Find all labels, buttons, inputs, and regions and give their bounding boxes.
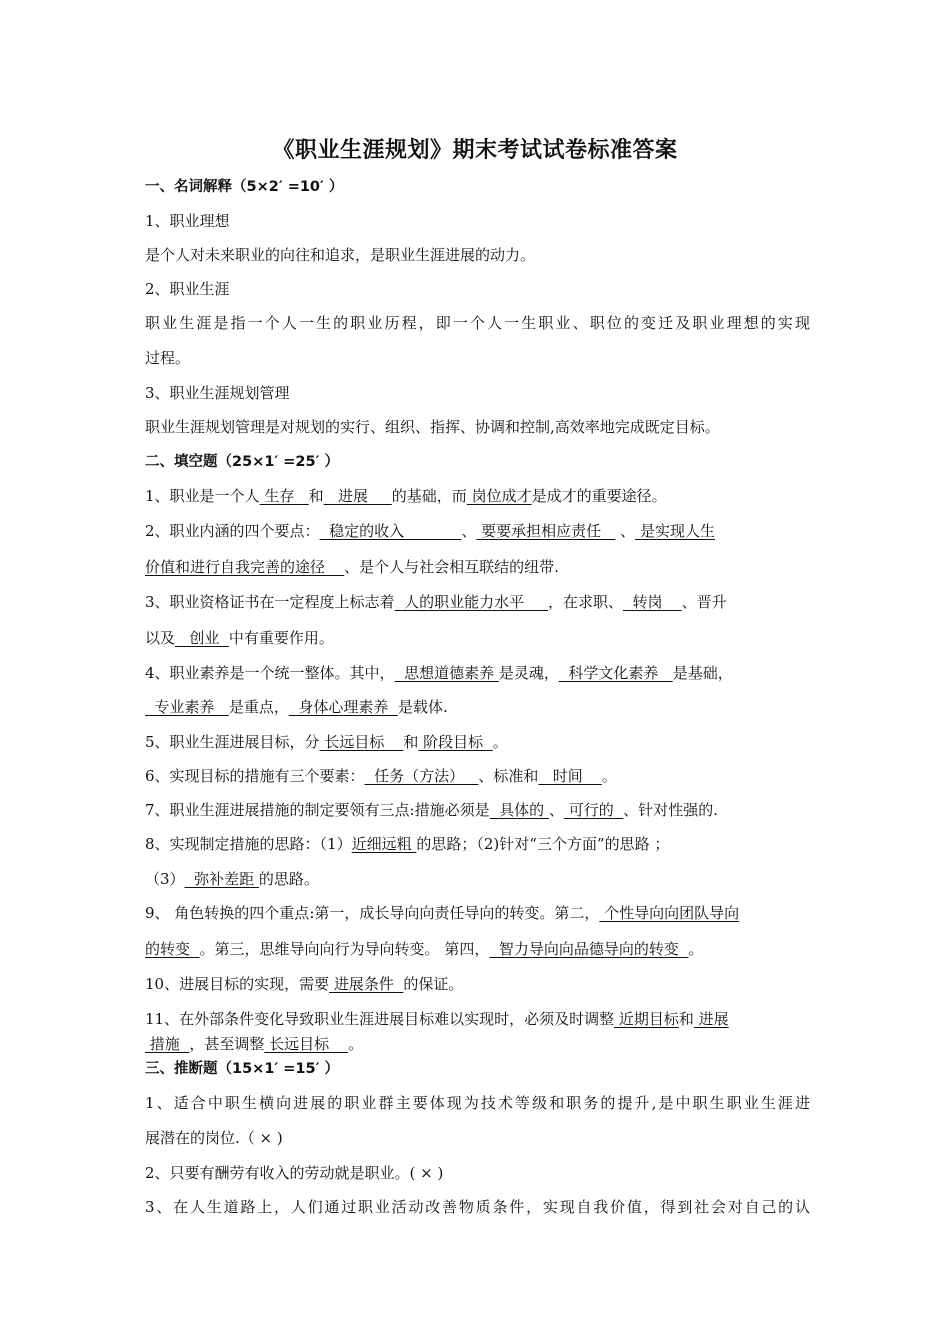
fill2: [145, 521, 810, 541]
fill4-blank4: 身体心理素养: [288, 698, 398, 716]
fill8-blank1: 近细远粗: [351, 835, 417, 853]
fill9-blank2: 智力导向向品德导向的转变: [489, 940, 689, 958]
fill3: [145, 592, 810, 612]
fill7-text: 、: [548, 801, 564, 819]
fill11-continued: [145, 1034, 810, 1054]
fill4-blank3: 专业素养: [145, 698, 229, 716]
fill2-blank1: 稳定的收入: [319, 522, 462, 540]
term3-definition: 职业生涯规划管理是对规划的实行、组织、指挥、协调和控制,高效率地完成既定目标。: [145, 418, 720, 436]
fill4-blank1: 思想道德素养: [394, 664, 499, 682]
fill3-blank3: 创业: [175, 629, 229, 647]
fill3-blank1: 人的职业能力水平: [394, 593, 548, 611]
judge1-line1: 1、适合中职生横向进展的职业群主要体现为技术等级和职务的提升,是中职生职业生涯进: [145, 1094, 810, 1112]
fill5: [145, 732, 810, 752]
fill6-blank2: 时间: [538, 767, 602, 785]
fill6-blank1: 任务（方法）: [364, 767, 479, 785]
fill1-blank3: 岗位成才: [466, 487, 532, 505]
fill1-text: 和: [308, 487, 324, 505]
fill9-continued: [145, 939, 810, 959]
fill2-text: 、是个人与社会相互联结的纽带.: [344, 558, 559, 576]
fill11: [145, 1009, 810, 1029]
fill9-text: 9、 角色转换的四个重点:第一，成长导向向责任导向的转变。第二，: [145, 904, 600, 922]
fill8-text: 的思路。: [258, 870, 319, 888]
fill5-text: 和: [403, 733, 419, 751]
term2-definition-line1: 职业生涯是指一个人一生的职业历程，即一个人一生职业、职位的变迁及职业理想的实现: [145, 314, 810, 332]
term1-definition: 是个人对未来职业的向往和追求，是职业生涯进展的动力。: [145, 246, 536, 264]
fill10-text: 10、进展目标的实现，需要: [145, 975, 330, 993]
fill9-text: 。第三，思维导向向行为导向转变。 第四，: [199, 940, 490, 958]
fill4-text: 是重点，: [228, 698, 289, 716]
fill7-blank2: 可行的: [563, 801, 624, 819]
fill11-blank2: 进展: [693, 1010, 729, 1028]
fill8: [145, 834, 810, 854]
term1-label: 1、职业理想: [145, 212, 230, 230]
fill3-text: 中有重要作用。: [228, 629, 334, 647]
fill1-text: 1、职业是一个人: [145, 487, 260, 505]
fill8-continued: [145, 869, 810, 889]
fill8-text: 的思路；（2)针对“三个方面”的思路 ；: [416, 835, 670, 853]
fill11-text: ，甚至调整: [189, 1035, 265, 1053]
fill5-blank2: 阶段目标: [418, 733, 493, 751]
fill7-blank1: 具体的: [489, 801, 549, 819]
fill4-text: 是基础，: [672, 664, 733, 682]
fill10-text: 的保证。: [403, 975, 464, 993]
fill4-text: 4、职业素养是一个统一整体。其中，: [145, 664, 395, 682]
fill5-text: 。: [492, 733, 508, 751]
judge3-line1: 3、在人生道路上，人们通过职业活动改善物质条件，实现自我价值，得到社会对自己的认: [145, 1198, 810, 1216]
term2-definition-line2: 过程。: [145, 349, 191, 367]
document-title: 《职业生涯规划》期末考试试卷标准答案: [272, 138, 678, 163]
fill2-text: 2、职业内涵的四个要点：: [145, 522, 320, 540]
fill9-text: 。: [688, 940, 704, 958]
fill1-text: 是成才的重要途径。: [531, 487, 667, 505]
judge1-line2: 展潜在的岗位.（ × ): [145, 1129, 283, 1147]
fill4-text: 是灵魂，: [498, 664, 559, 682]
fill10: [145, 974, 810, 994]
fill7: [145, 800, 810, 820]
fill9-blank1-cont: 的转变: [145, 940, 200, 958]
fill3-text: 、晋升: [681, 593, 727, 611]
fill2-blank3-cont: 价值和进行自我完善的途径: [145, 558, 345, 576]
fill3-text: 以及: [145, 629, 176, 647]
term3-label: 3、职业生涯规划管理: [145, 384, 290, 402]
fill11-blank1: 近期目标: [614, 1010, 679, 1028]
fill11-text: 和: [678, 1010, 694, 1028]
fill1-blank2: 进展: [323, 487, 392, 505]
fill3-text: ，在求职、: [547, 593, 623, 611]
fill11-blank2-cont: 措施: [145, 1035, 190, 1053]
fill8-blank2: 弥补差距: [184, 870, 259, 888]
fill11-text: 11、在外部条件变化导致职业生涯进展目标难以实现时，必须及时调整: [145, 1010, 615, 1028]
fill2-text: 、: [615, 522, 636, 540]
fill8-text: 8、实现制定措施的思路：（1）: [145, 835, 352, 853]
fill5-text: 5、职业生涯进展目标，分: [145, 733, 320, 751]
fill1-text: 的基础，而: [391, 487, 467, 505]
section1-heading: 一、名词解释（5×2′ =10′ ）: [145, 179, 344, 195]
fill3-blank2: 转岗: [622, 593, 682, 611]
fill3-text: 3、职业资格证书在一定程度上标志着: [145, 593, 395, 611]
section3-heading: 三、推断题（15×1′ =15′ ）: [145, 1061, 339, 1077]
judge2: 2、只要有酬劳有收入的劳动就是职业。( × ): [145, 1164, 444, 1182]
fill7-text: 、针对性强的.: [623, 801, 719, 819]
fill1-blank1: 生存: [259, 487, 309, 505]
fill6-text: 。: [601, 767, 617, 785]
fill10-blank1: 进展条件: [329, 975, 404, 993]
term2-label: 2、职业生涯: [145, 280, 230, 298]
fill6: [145, 766, 810, 786]
fill3-continued: [145, 628, 810, 648]
fill6-text: 6、实现目标的措施有三个要素：: [145, 767, 365, 785]
fill9: [145, 903, 810, 923]
fill4: [145, 663, 810, 683]
fill9-blank1: 个性导向向团队导向: [599, 904, 740, 922]
fill2-blank3: 是实现人生: [635, 522, 715, 540]
fill11-blank3: 长远目标: [264, 1035, 349, 1053]
fill1: [145, 486, 810, 506]
fill2-text: 、: [461, 522, 477, 540]
fill2-blank2: 要要承担相应责任: [476, 522, 616, 540]
section2-heading: 二、填空题（25×1′ =25′ ）: [145, 454, 339, 470]
fill4-continued: [145, 697, 810, 717]
fill4-text: 是载体.: [397, 698, 448, 716]
fill11-text: 。: [348, 1035, 364, 1053]
fill8-text: （3）: [145, 870, 185, 888]
fill5-blank1: 长远目标: [319, 733, 404, 751]
fill7-text: 7、职业生涯进展措施的制定要领有三点:措施必须是: [145, 801, 490, 819]
fill2-continued: [145, 557, 810, 577]
fill6-text: 、标准和: [478, 767, 539, 785]
fill4-blank2: 科学文化素养: [558, 664, 673, 682]
